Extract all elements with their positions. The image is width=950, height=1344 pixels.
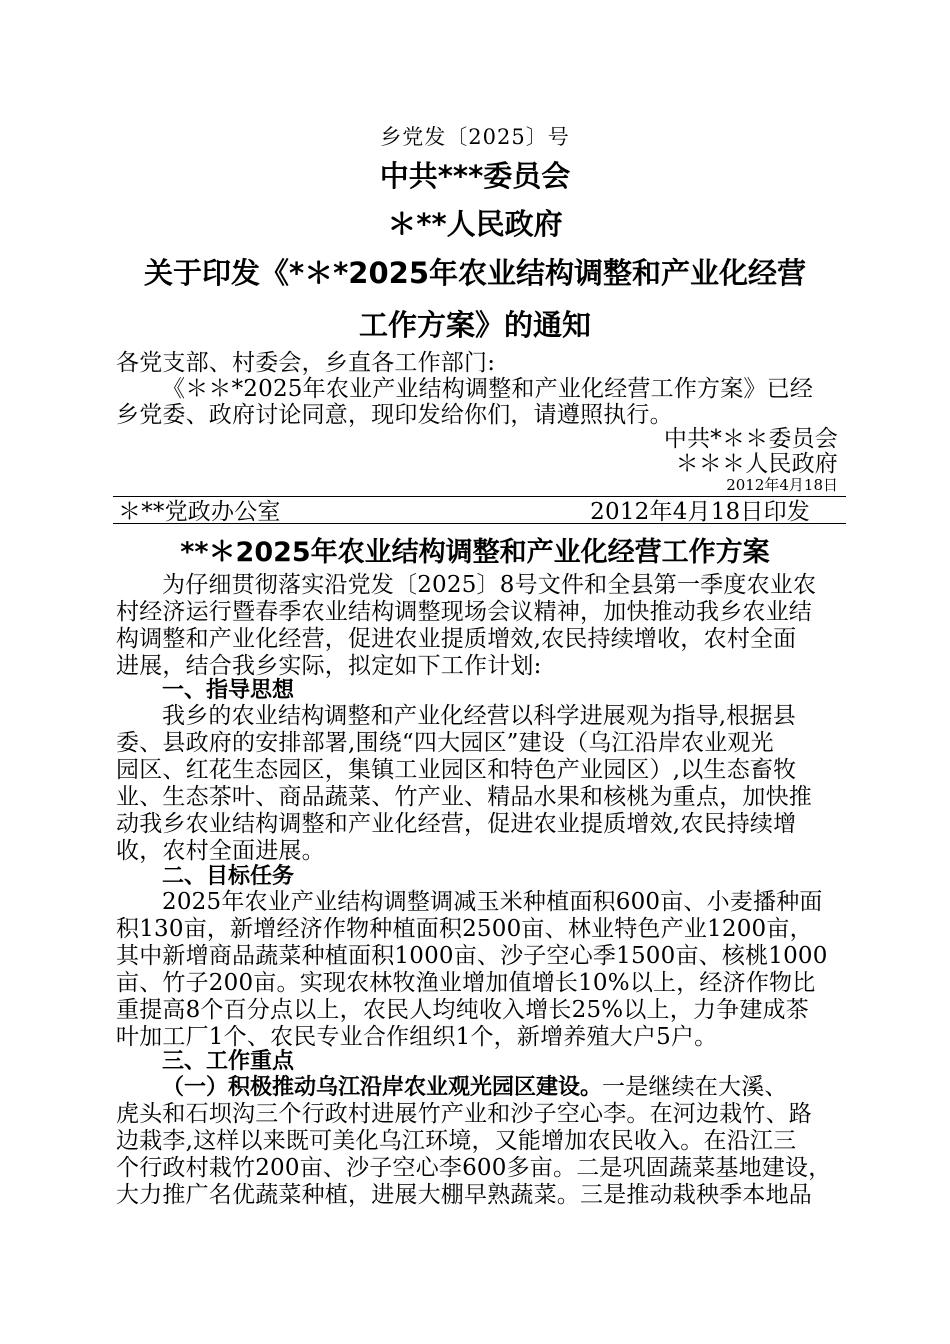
notice-body-line-1: 《＊＊*2025年农业产业结构调整和产业化经营工作方案》已经 [162,376,814,402]
print-date: 2012年4月18日印发 [590,499,810,525]
section-1-heading: 一、指导思想 [162,678,295,703]
intro-line: 构调整和产业化经营，促进农业提质增效,农民持续增收，农村全面 [116,626,797,652]
notice-body-line-2: 乡党委、政府讨论同意，现印发给你们，请遵照执行。 [116,402,673,428]
intro-line: 村经济运行暨春季农业结构调整现场会议精神，加快推动我乡农业结 [116,599,812,625]
intro-line: 进展，结合我乡实际，拟定如下工作计划: [116,653,542,679]
section-1-line: 园区、红花生态园区，集镇工业园区和特色产业园区）,以生态畜牧 [116,757,797,783]
section-2-heading: 二、目标任务 [162,864,295,889]
section-2-line: 叶加工厂1个、农民专业合作组织1个，新增养殖大户5户。 [116,1024,718,1050]
section-1-line: 业、生态茶叶、商品蔬菜、竹产业、精品水果和核桃为重点，加快推 [116,784,812,810]
section-3-line: 大力推广名优蔬菜种植，进展大棚早熟蔬菜。三是推动栽秧季本地品 [116,1182,812,1208]
notice-title-line-1: 关于印发《*＊*2025年农业结构调整和产业化经营 [143,256,807,290]
section-3-line: 虎头和石坝沟三个行政村进展竹产业和沙子空心李。在河边栽竹、路 [116,1101,812,1127]
print-office: ＊**党政办公室 [118,499,281,525]
section-3-heading: 三、工作重点 [162,1049,295,1074]
signature-party: 中共*＊＊委员会 [663,426,838,452]
notice-title-line-2: 工作方案》的通知 [358,308,591,342]
section-2-line: 2025年农业产业结构调整调减玉米种植面积600亩、小麦播种面 [162,889,823,915]
signature-government: ＊＊＊人民政府 [675,451,838,477]
plan-title: **＊2025年农业结构调整和产业化经营工作方案 [180,537,770,568]
section-2-line: 亩、竹子200亩。实现农林牧渔业增加值增长10%以上，经济作物比 [116,970,816,996]
bottom-rule [113,523,846,524]
doc-number: 乡党发〔2025〕号 [380,125,570,149]
section-1-line: 动我乡农业结构调整和产业化经营，促进农业提质增效,农民持续增 [116,811,797,837]
issuer-government: ＊**人民政府 [387,207,563,241]
section-3-sub-first: 一是继续在大溪、 [602,1074,788,1100]
section-3-subheading: （一）积极推动乌江沿岸农业观光园区建设。 [162,1075,603,1100]
section-2-line: 重提高8个百分点以上，农民人均纯收入增长25%以上，力争建成茶 [116,997,809,1023]
intro-line: 为仔细贯彻落实沿党发〔2025〕8号文件和全县第一季度农业农 [162,572,817,598]
issuer-party: 中共***委员会 [379,159,571,193]
section-3-line: 个行政村栽竹200亩、沙子空心李600多亩。二是巩固蔬菜基地建设， [116,1155,832,1181]
section-1-line: 我乡的农业结构调整和产业化经营以科学进展观为指导,根据县 [162,703,796,729]
section-1-line: 收，农村全面进展。 [116,838,325,864]
top-rule [113,496,846,497]
section-2-line: 积130亩，新增经济作物种植面积2500亩、林业特色产业1200亩， [116,916,813,942]
signature-date: 2012年4月18日 [726,476,838,494]
section-2-line: 其中新增商品蔬菜种植面积1000亩、沙子空心季1500亩、核桃1000 [116,943,828,969]
section-3-subsection-line [162,1076,788,1099]
recipients: 各党支部、村委会，乡直各工作部门: [116,350,496,376]
section-1-line: 委、县政府的安排部署,围绕“四大园区”建设（乌江沿岸农业观光 [116,730,774,756]
section-3-line: 边栽李,这样以来既可美化乌江环境，又能增加农民收入。在沿江三 [116,1128,797,1154]
